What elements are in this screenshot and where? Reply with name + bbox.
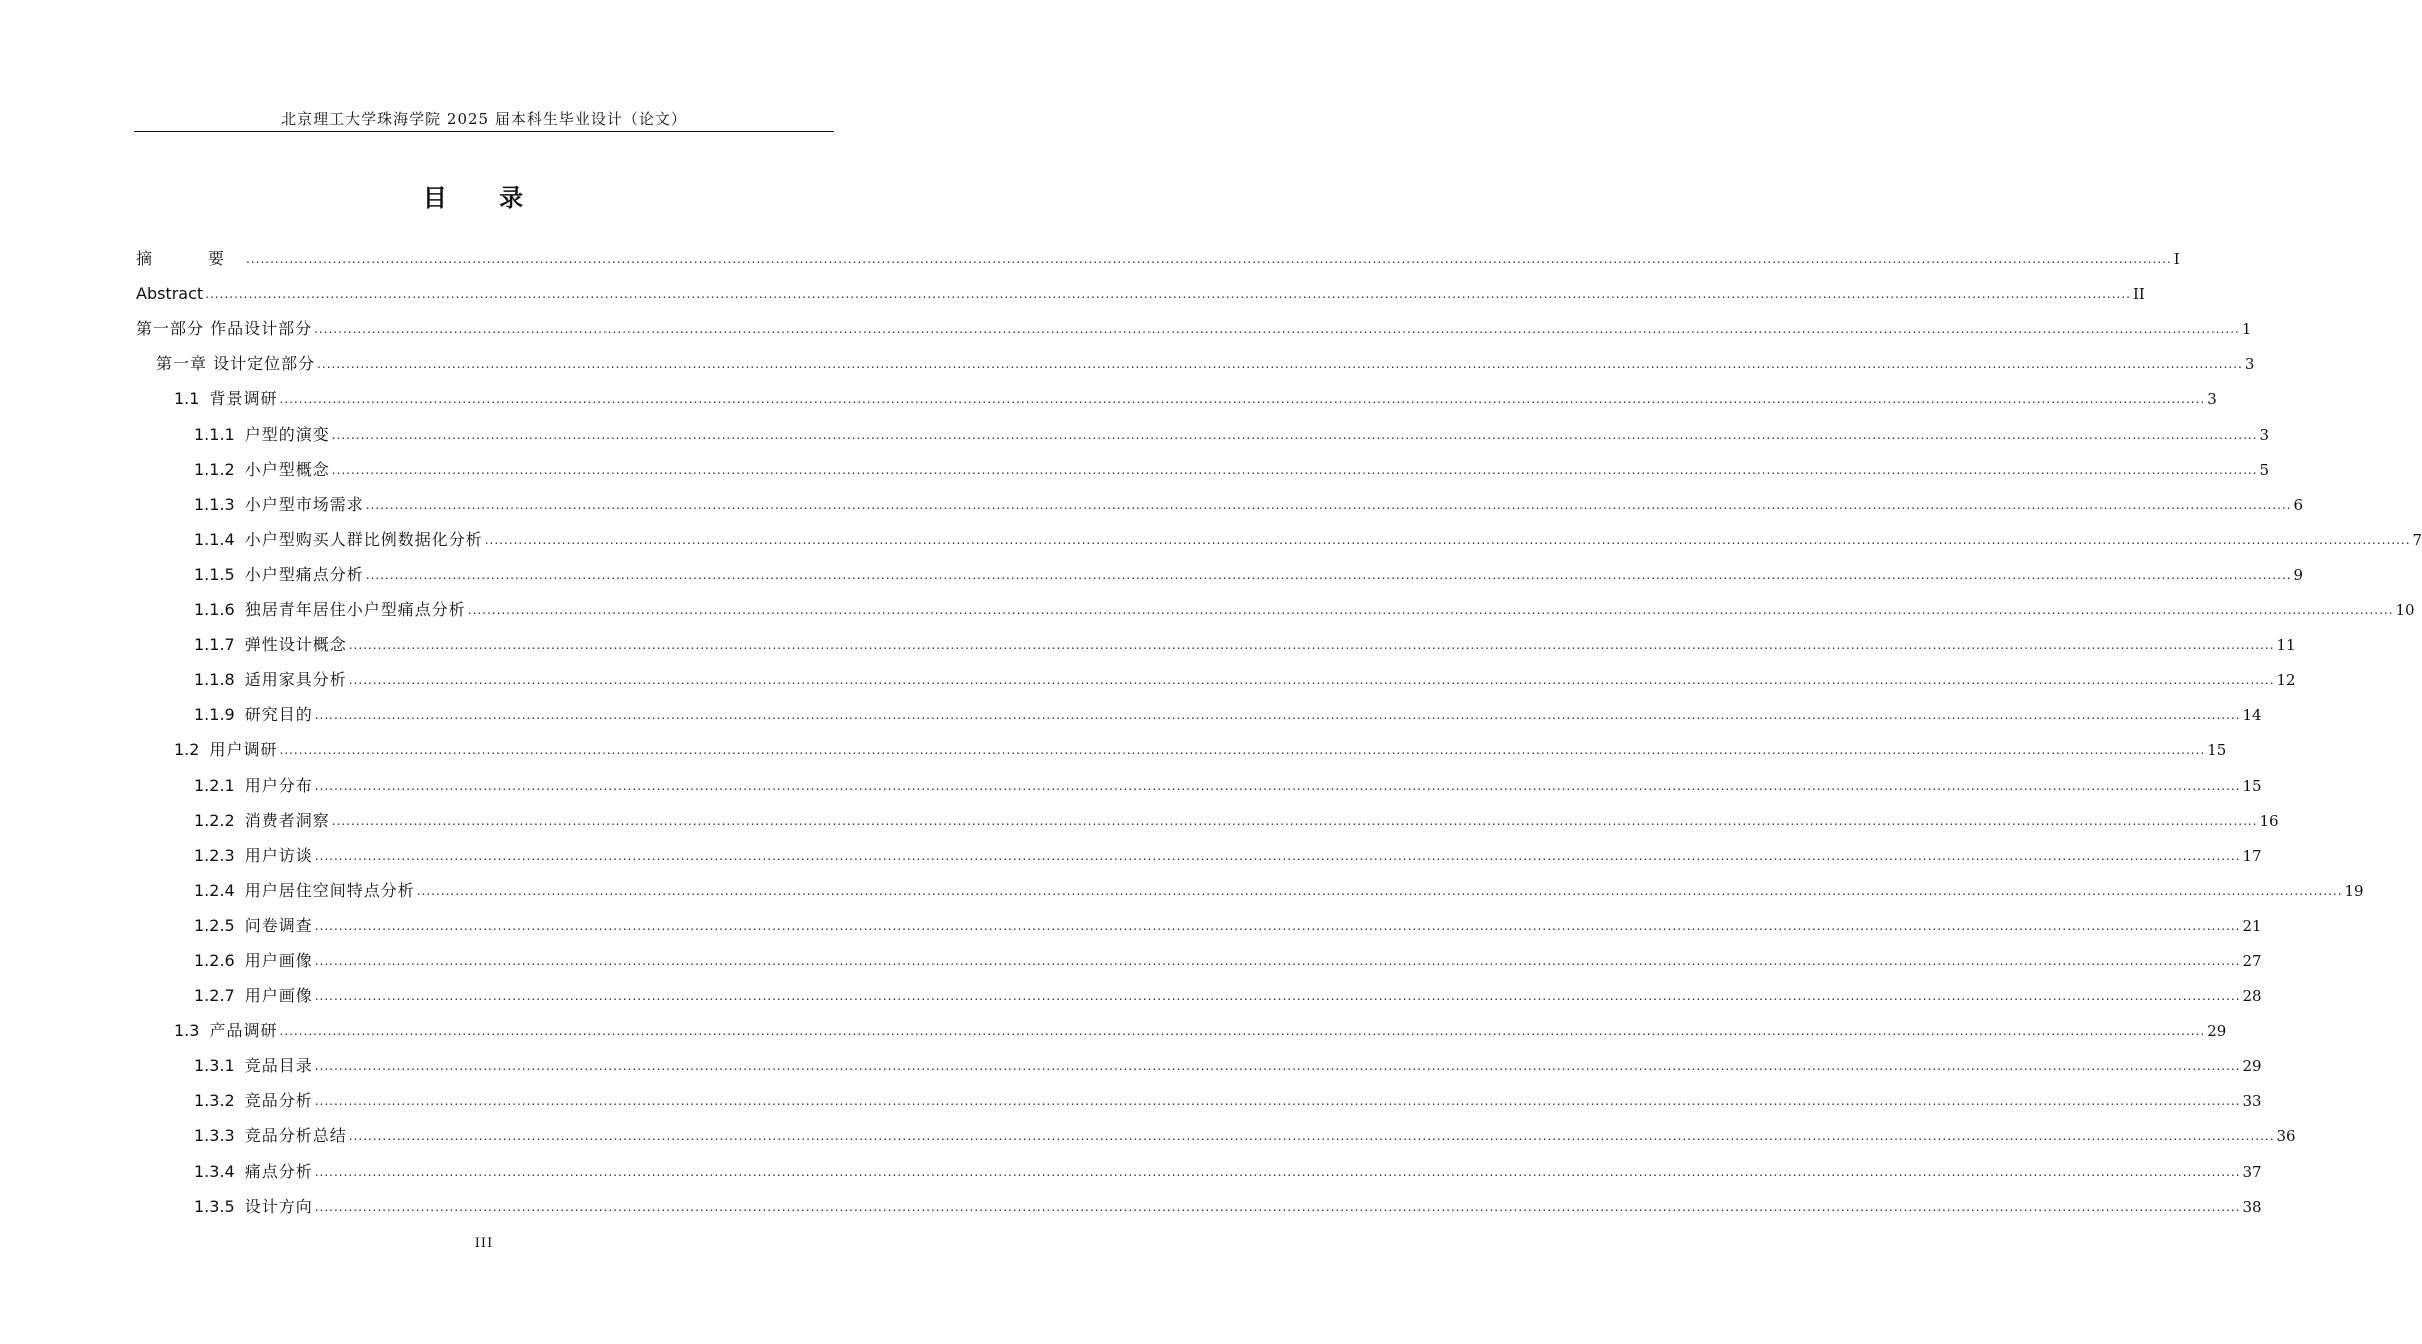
toc-entry-label: 用户调研 [209, 740, 278, 760]
toc-dot-leader: ................................................................................................................................................................................................................................................................................................................................................................................................................ [348, 673, 2275, 688]
toc-entry-number: 1.1 [174, 389, 200, 409]
toc-entry-title [194, 846, 313, 866]
toc-dot-leader: ................................................................................................................................................................................................................................................................................................................................................................................................................ [314, 778, 2241, 793]
toc-entry-label: 小户型痛点分析 [244, 564, 364, 584]
toc-entry-number: 1.2.1 [194, 775, 235, 795]
toc-page-number: 33 [2242, 1092, 2262, 1111]
toc-entry[interactable] [134, 659, 2296, 694]
toc-entry-label: 研究目的 [244, 705, 313, 725]
toc-dot-leader: ................................................................................................................................................................................................................................................................................................................................................................................................................ [331, 813, 2258, 828]
toc-entry[interactable] [134, 484, 2304, 519]
toc-entry-label: Abstract [136, 284, 204, 304]
toc-page-number: 15 [2242, 776, 2262, 795]
toc-dot-leader: ................................................................................................................................................................................................................................................................................................................................................................................................................ [314, 953, 2241, 968]
toc-page-number: 29 [2242, 1057, 2262, 1076]
toc-entry[interactable] [134, 975, 2262, 1010]
toc-entry-number: 1.3 [174, 1021, 200, 1041]
toc-dot-leader: ................................................................................................................................................................................................................................................................................................................................................................................................................ [331, 427, 2258, 442]
toc-entry-title [136, 284, 203, 304]
toc-dot-leader: ................................................................................................................................................................................................................................................................................................................................................................................................................ [348, 638, 2275, 653]
toc-entry-title [174, 1021, 277, 1041]
toc-entry[interactable] [134, 1010, 2227, 1045]
toc-entry-title [194, 811, 330, 831]
toc-page-number: 3 [2259, 425, 2270, 444]
toc-entry[interactable] [134, 238, 2180, 273]
toc-entry-label: 用户画像 [244, 986, 313, 1006]
toc-entry-label: 问卷调查 [244, 915, 313, 935]
toc-entry-number: 1.2.5 [194, 915, 235, 935]
toc-entry[interactable] [134, 905, 2262, 940]
toc-page-number: 12 [2276, 671, 2296, 690]
toc-entry[interactable] [134, 694, 2262, 729]
toc-entry-title [194, 565, 364, 585]
toc-entry-title [194, 460, 330, 480]
toc-entry-title [194, 951, 313, 971]
running-header: 北京理工大学珠海学院 2025 届本科生毕业设计（论文） [281, 110, 687, 128]
toc-page-number: 11 [2276, 636, 2296, 655]
toc-entry-title [194, 1091, 313, 1111]
toc-entry-number: 1.3.3 [194, 1126, 235, 1146]
toc-page-number: 7 [2412, 530, 2422, 549]
toc-page-number: 29 [2207, 1022, 2227, 1041]
toc-entry[interactable] [134, 624, 2296, 659]
toc-entry-number: 1.1.8 [194, 670, 235, 690]
toc-entry[interactable] [134, 1045, 2262, 1080]
toc-dot-leader: ................................................................................................................................................................................................................................................................................................................................................................................................................ [484, 532, 2411, 547]
toc-entry[interactable] [134, 554, 2304, 589]
toc-dot-leader: ................................................................................................................................................................................................................................................................................................................................................................................................................ [279, 1024, 2206, 1039]
toc-page-number: 36 [2276, 1127, 2296, 1146]
toc-page-number: 28 [2242, 987, 2262, 1006]
toc-dot-leader: ................................................................................................................................................................................................................................................................................................................................................................................................................ [246, 252, 2172, 267]
toc-entry-number: 1.2.6 [194, 950, 235, 970]
toc-entry-title [194, 986, 313, 1006]
toc-entry-title [194, 600, 466, 620]
toc-entry-title [194, 670, 347, 690]
toc-entry[interactable] [134, 1115, 2296, 1150]
toc-entry-label: 弹性设计概念 [244, 635, 347, 655]
toc-entry-label: 背景调研 [209, 389, 278, 409]
toc-entry-number: 1.1.2 [194, 459, 235, 479]
toc-entry-label: 第一部分 作品设计部分 [136, 319, 313, 339]
toc-dot-leader: ................................................................................................................................................................................................................................................................................................................................................................................................................ [314, 848, 2241, 863]
toc-entry[interactable] [134, 940, 2262, 975]
toc-entry-label: 用户画像 [244, 950, 313, 970]
toc-entry-title [194, 1056, 313, 1076]
toc-page-number: 16 [2259, 811, 2279, 830]
toc-page-number: 15 [2207, 741, 2227, 760]
toc-entry-label: 独居青年居住小户型痛点分析 [244, 600, 466, 620]
toc-page-number: 6 [2293, 495, 2304, 514]
toc-dot-leader: ................................................................................................................................................................................................................................................................................................................................................................................................................ [314, 1164, 2241, 1179]
toc-entry[interactable] [134, 589, 2415, 624]
toc-page-number: 19 [2344, 881, 2364, 900]
toc-dot-leader: ................................................................................................................................................................................................................................................................................................................................................................................................................ [314, 1059, 2241, 1074]
toc-dot-leader: ................................................................................................................................................................................................................................................................................................................................................................................................................ [314, 708, 2241, 723]
toc-entry-label: 消费者洞察 [244, 810, 330, 830]
toc-page-number: II [2132, 285, 2145, 304]
toc-entry-title [136, 249, 244, 269]
toc-entry-number: 1.1.9 [194, 705, 235, 725]
toc-entry[interactable] [134, 1080, 2262, 1115]
toc-page-number: 9 [2293, 565, 2304, 584]
toc-entry-number: 1.2 [174, 740, 200, 760]
toc-entry-label: 用户分布 [244, 775, 313, 795]
page-number: III [474, 1236, 494, 1251]
toc-page-number: 27 [2242, 951, 2262, 970]
toc-entry[interactable] [134, 1186, 2262, 1221]
toc-entry[interactable] [134, 729, 2227, 764]
toc-entry-label: 适用家具分析 [244, 670, 347, 690]
toc-entry-label: 痛点分析 [244, 1161, 313, 1181]
toc-entry-title [156, 354, 315, 374]
header-rule [134, 131, 834, 132]
toc-entry[interactable] [134, 1150, 2262, 1185]
toc-entry-number: 1.2.2 [194, 810, 235, 830]
toc-entry-label: 竞品目录 [244, 1056, 313, 1076]
toc-dot-leader: ................................................................................................................................................................................................................................................................................................................................................................................................................ [317, 357, 2243, 372]
toc-dot-leader: ................................................................................................................................................................................................................................................................................................................................................................................................................ [331, 462, 2258, 477]
toc-page-number: 14 [2242, 706, 2262, 725]
toc-dot-leader: ................................................................................................................................................................................................................................................................................................................................................................................................................ [314, 1199, 2241, 1214]
toc-entry-number: 1.1.3 [194, 494, 235, 514]
toc-entry[interactable] [134, 764, 2262, 799]
toc-dot-leader: ................................................................................................................................................................................................................................................................................................................................................................................................................ [314, 918, 2241, 933]
toc-entry-number: 1.3.1 [194, 1056, 235, 1076]
toc-entry[interactable] [134, 308, 2252, 343]
toc-page-number: I [2173, 250, 2180, 269]
toc-entry[interactable] [134, 343, 2255, 378]
toc-entry[interactable] [134, 378, 2217, 413]
toc-entry-label: 第一章 设计定位部分 [156, 354, 316, 374]
toc-entry-label: 小户型购买人群比例数据化分析 [244, 529, 483, 549]
toc-entry-number: 1.1.1 [194, 424, 235, 444]
toc-entry-title [194, 425, 330, 445]
toc-entry[interactable] [134, 870, 2364, 905]
toc-page-number: 5 [2259, 460, 2270, 479]
toc-page-number: 21 [2242, 916, 2262, 935]
toc-dot-leader: ................................................................................................................................................................................................................................................................................................................................................................................................................ [314, 1094, 2241, 1109]
toc-entry-title [194, 1126, 347, 1146]
toc-entry-label: 竞品分析 [244, 1091, 313, 1111]
toc-page-number: 10 [2395, 601, 2415, 620]
toc-dot-leader: ................................................................................................................................................................................................................................................................................................................................................................................................................ [314, 322, 2240, 337]
toc-entry-label: 产品调研 [209, 1021, 278, 1041]
toc-entry-title [194, 705, 313, 725]
toc-entry-label: 摘 要 [136, 249, 245, 269]
toc-entry-label: 户型的演变 [244, 424, 330, 444]
toc-entry-number: 1.1.7 [194, 635, 235, 655]
toc-entry-title [194, 1162, 313, 1182]
toc-entry-title [194, 1197, 313, 1217]
toc-entry[interactable] [134, 449, 2270, 484]
toc-entry-title [194, 776, 313, 796]
page-title: 目 录 [422, 184, 546, 212]
toc-entry-title [194, 916, 313, 936]
toc-dot-leader: ................................................................................................................................................................................................................................................................................................................................................................................................................ [467, 603, 2394, 618]
toc-entry-label: 用户居住空间特点分析 [244, 880, 415, 900]
toc-entry[interactable] [134, 273, 2145, 308]
toc-entry[interactable] [134, 519, 2422, 554]
toc-page-number: 1 [2241, 320, 2252, 339]
toc-entry-title [194, 495, 364, 515]
toc-dot-leader: ................................................................................................................................................................................................................................................................................................................................................................................................................ [416, 883, 2343, 898]
toc-page-number: 37 [2242, 1162, 2262, 1181]
toc-entry[interactable] [134, 835, 2262, 870]
toc-dot-leader: ................................................................................................................................................................................................................................................................................................................................................................................................................ [205, 287, 2131, 302]
toc-dot-leader: ................................................................................................................................................................................................................................................................................................................................................................................................................ [314, 989, 2241, 1004]
toc-entry-title [194, 530, 483, 550]
toc-entry-number: 1.3.2 [194, 1091, 235, 1111]
toc-dot-leader: ................................................................................................................................................................................................................................................................................................................................................................................................................ [348, 1129, 2275, 1144]
toc-entry-title [174, 389, 277, 409]
toc-entry-label: 小户型概念 [244, 459, 330, 479]
toc-dot-leader: ................................................................................................................................................................................................................................................................................................................................................................................................................ [279, 743, 2206, 758]
toc-entry[interactable] [134, 413, 2270, 448]
toc-page-number: 3 [2207, 390, 2217, 409]
toc-entry-label: 小户型市场需求 [244, 494, 364, 514]
toc-entry-number: 1.2.7 [194, 986, 235, 1006]
toc-entry-title [194, 881, 415, 901]
toc-entry-title [194, 635, 347, 655]
toc-entry-label: 设计方向 [244, 1196, 313, 1216]
toc-dot-leader: ................................................................................................................................................................................................................................................................................................................................................................................................................ [365, 567, 2292, 582]
toc-dot-leader: ................................................................................................................................................................................................................................................................................................................................................................................................................ [365, 497, 2292, 512]
toc-entry-number: 1.1.6 [194, 600, 235, 620]
toc-entry-number: 1.3.4 [194, 1161, 235, 1181]
table-of-contents [134, 238, 2422, 1221]
toc-entry-number: 1.1.4 [194, 529, 235, 549]
toc-entry-title [174, 740, 277, 760]
toc-entry-label: 用户访谈 [244, 845, 313, 865]
toc-entry-number: 1.3.5 [194, 1196, 235, 1216]
toc-entry-number: 1.2.3 [194, 845, 235, 865]
toc-entry-number: 1.2.4 [194, 880, 235, 900]
toc-entry-number: 1.1.5 [194, 564, 235, 584]
toc-entry-title [136, 319, 312, 339]
toc-page-number: 3 [2244, 355, 2255, 374]
toc-entry[interactable] [134, 800, 2279, 835]
toc-entry-label: 竞品分析总结 [244, 1126, 347, 1146]
toc-page-number: 38 [2242, 1197, 2262, 1216]
toc-dot-leader: ................................................................................................................................................................................................................................................................................................................................................................................................................ [279, 392, 2206, 407]
toc-page-number: 17 [2242, 846, 2262, 865]
